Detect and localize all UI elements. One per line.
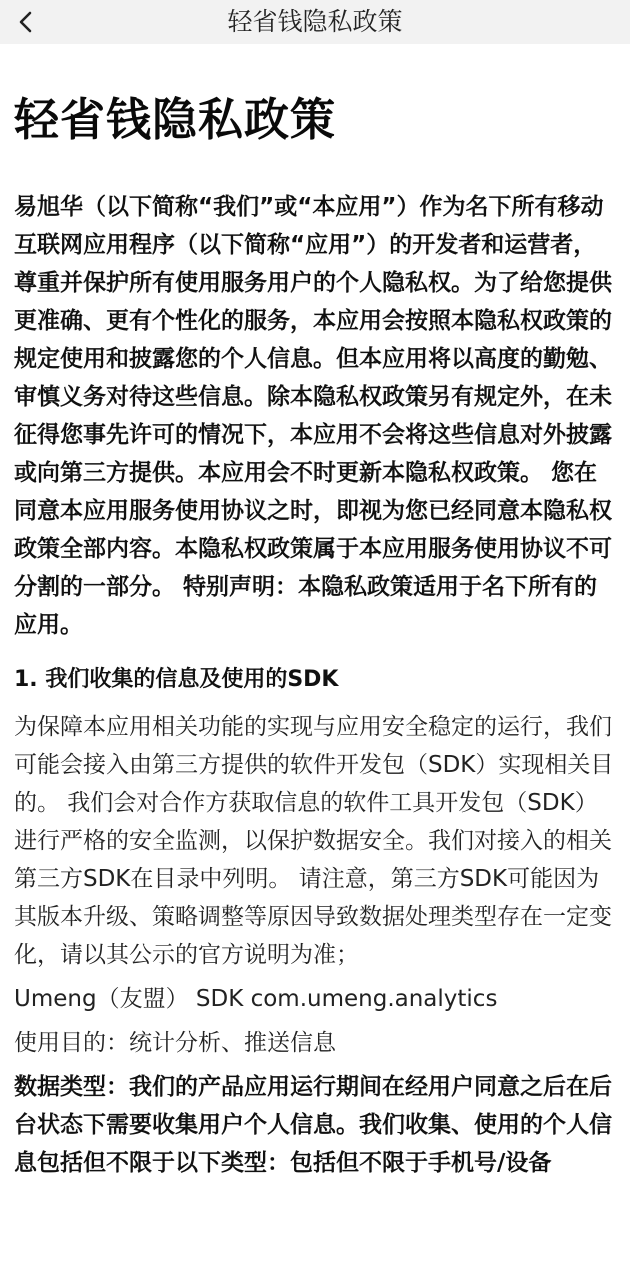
section-title: 1. 我们收集的信息及使用的SDK (14, 667, 339, 692)
policy-heading: 轻省钱隐私政策 (14, 93, 337, 146)
policy-content (14, 44, 619, 1182)
section-paragraph: 为保障本应用相关功能的实现与应用安全稳定的运行，我们可能会接入由第三方提供的软件开发包（SDK）实现相关目的。 我们会对合作方获取信息的软件工具开发包（SDK）进行严格的安全监测，以保护数据安全。我们对接入的相关第三方SDK在目录中列明。 请注意，第三方SDK可能因为其版本升级、策略调整等原因导致数据处理类型存在一定变化，请以其公示的官方说明为准； (14, 714, 614, 968)
intro-paragraph: 易旭华（以下简称“我们”或“本应用”）作为名下所有移动互联网应用程序（以下简称“应用”）的开发者和运营者，尊重并保护所有使用服务用户的个人隐私权。为了给您提供更准确、更有个性化的服务，本应用会按照本隐私权政策的规定使用和披露您的个人信息。但本应用将以高度的勤勉、审慎义务对待这些信息。除本隐私权政策另有规定外，在未征得您事先许可的情况下，本应用不会将这些信息对外披露或向第三方提供。本应用会不时更新本隐私权政策。 您在同意本应用服务使用协议之时，即视为您已经同意本隐私权政策全部内容。本隐私权政策属于本应用服务使用协议不可分割的一部分。 特别声明：本隐私政策适用于名下所有的应用。 (14, 194, 612, 638)
page-title: 轻省钱隐私政策 (227, 7, 403, 36)
sdk-purpose: 使用目的：统计分析、推送信息 (14, 1030, 336, 1056)
top-navigation-bar (0, 0, 630, 44)
data-type-paragraph: 数据类型：我们的产品应用运行期间在经用户同意之后在后台状态下需要收集用户个人信息。我们收集、使用的个人信息包括但不限于以下类型：包括但不限于手机号/设备 (14, 1074, 612, 1176)
sdk-name: Umeng（友盟） SDK com.umeng.analytics (14, 986, 498, 1012)
